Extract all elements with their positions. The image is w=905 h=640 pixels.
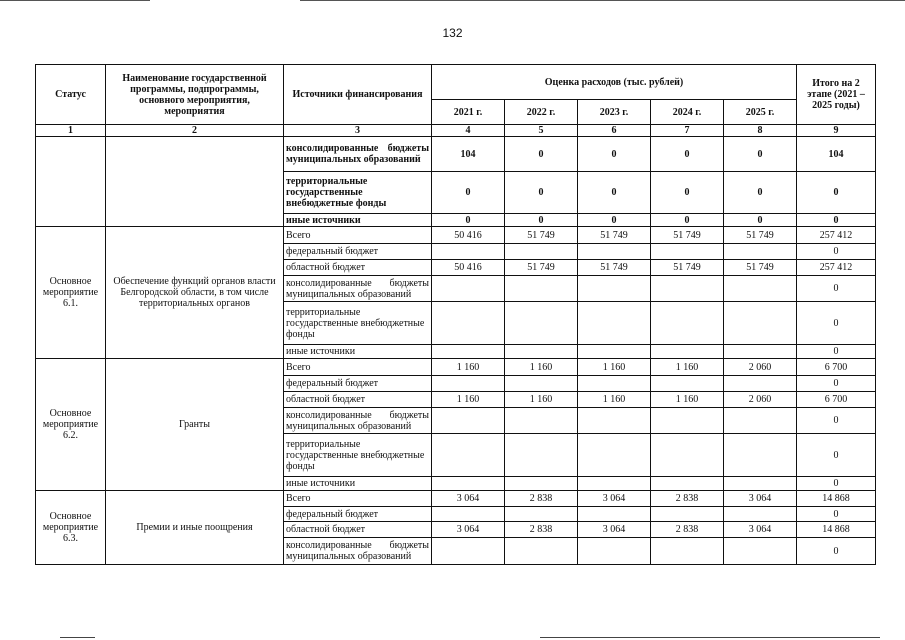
source-cell: федеральный бюджет xyxy=(284,507,432,522)
value-cell xyxy=(651,408,724,434)
value-cell xyxy=(432,244,505,260)
value-cell: 3 064 xyxy=(432,522,505,538)
value-cell xyxy=(651,507,724,522)
col-number: 3 xyxy=(284,125,432,137)
value-cell xyxy=(651,434,724,477)
value-cell: 1 160 xyxy=(505,392,578,408)
activity-status: Основное мероприятие 6.2. xyxy=(36,359,106,491)
value-cell xyxy=(724,345,797,359)
value-cell xyxy=(432,538,505,565)
value-cell: 0 xyxy=(651,172,724,214)
scan-edge-line xyxy=(60,637,95,638)
total-cell: 0 xyxy=(797,408,876,434)
value-cell: 0 xyxy=(651,214,724,227)
value-cell: 51 749 xyxy=(651,227,724,244)
col-number: 5 xyxy=(505,125,578,137)
value-cell: 0 xyxy=(578,172,651,214)
value-cell: 1 160 xyxy=(505,359,578,376)
value-cell: 0 xyxy=(724,214,797,227)
value-cell: 51 749 xyxy=(505,227,578,244)
value-cell: 1 160 xyxy=(578,392,651,408)
value-cell xyxy=(432,408,505,434)
source-cell: иные источники xyxy=(284,214,432,227)
value-cell: 51 749 xyxy=(724,227,797,244)
total-cell: 0 xyxy=(797,172,876,214)
header-year: 2024 г. xyxy=(651,100,724,125)
source-cell: территориальные государственные внебюджетные фонды xyxy=(284,302,432,345)
source-cell: Всего xyxy=(284,359,432,376)
source-cell: иные источники xyxy=(284,477,432,491)
value-cell xyxy=(724,477,797,491)
value-cell: 0 xyxy=(432,172,505,214)
header-year: 2023 г. xyxy=(578,100,651,125)
source-cell: консолидированные бюджеты муниципальных образований xyxy=(284,408,432,434)
value-cell: 0 xyxy=(578,214,651,227)
value-cell xyxy=(724,434,797,477)
header-estimate: Оценка расходов (тыс. рублей) xyxy=(432,65,797,100)
value-cell xyxy=(651,376,724,392)
value-cell xyxy=(432,345,505,359)
header-year: 2022 г. xyxy=(505,100,578,125)
col-number: 4 xyxy=(432,125,505,137)
value-cell: 51 749 xyxy=(578,260,651,276)
value-cell xyxy=(505,477,578,491)
status-cell-empty xyxy=(36,137,106,227)
value-cell: 2 060 xyxy=(724,392,797,408)
value-cell xyxy=(578,507,651,522)
col-number: 9 xyxy=(797,125,876,137)
total-cell: 0 xyxy=(797,244,876,260)
col-number: 8 xyxy=(724,125,797,137)
total-cell: 257 412 xyxy=(797,227,876,244)
source-cell: федеральный бюджет xyxy=(284,376,432,392)
value-cell xyxy=(505,302,578,345)
value-cell xyxy=(505,244,578,260)
table-row xyxy=(36,359,876,376)
source-cell: консолидированные бюджеты муниципальных образований xyxy=(284,538,432,565)
header-name: Наименование государственной программы, подпрограммы, основного мероприятия, мероприятия xyxy=(106,65,284,125)
col-number: 1 xyxy=(36,125,106,137)
header-year: 2021 г. xyxy=(432,100,505,125)
value-cell xyxy=(724,276,797,302)
source-cell: Всего xyxy=(284,227,432,244)
value-cell xyxy=(578,302,651,345)
value-cell xyxy=(724,302,797,345)
total-cell: 104 xyxy=(797,137,876,172)
value-cell: 0 xyxy=(505,172,578,214)
activity-status: Основное мероприятие 6.3. xyxy=(36,491,106,565)
value-cell xyxy=(651,302,724,345)
value-cell: 1 160 xyxy=(651,392,724,408)
value-cell xyxy=(651,244,724,260)
total-cell: 0 xyxy=(797,434,876,477)
total-cell: 0 xyxy=(797,507,876,522)
source-cell: территориальные государственные внебюджетные фонды xyxy=(284,434,432,477)
source-cell: Всего xyxy=(284,491,432,507)
value-cell xyxy=(578,244,651,260)
value-cell: 1 160 xyxy=(651,359,724,376)
activity-name: Премии и иные поощрения xyxy=(106,491,284,565)
col-number: 2 xyxy=(106,125,284,137)
source-cell: областной бюджет xyxy=(284,260,432,276)
value-cell xyxy=(505,408,578,434)
source-cell: федеральный бюджет xyxy=(284,244,432,260)
table-row xyxy=(36,491,876,507)
source-cell: консолидированные бюджеты муниципальных образований xyxy=(284,276,432,302)
total-cell: 14 868 xyxy=(797,522,876,538)
total-cell: 0 xyxy=(797,302,876,345)
total-cell: 257 412 xyxy=(797,260,876,276)
value-cell xyxy=(724,376,797,392)
value-cell xyxy=(651,538,724,565)
value-cell xyxy=(651,276,724,302)
value-cell: 51 749 xyxy=(505,260,578,276)
value-cell: 0 xyxy=(432,214,505,227)
value-cell: 51 749 xyxy=(651,260,724,276)
value-cell xyxy=(651,345,724,359)
value-cell xyxy=(724,538,797,565)
value-cell xyxy=(432,477,505,491)
value-cell: 0 xyxy=(724,172,797,214)
value-cell xyxy=(432,434,505,477)
value-cell: 104 xyxy=(432,137,505,172)
value-cell xyxy=(651,477,724,491)
name-cell-empty xyxy=(106,137,284,227)
header-year: 2025 г. xyxy=(724,100,797,125)
value-cell: 0 xyxy=(505,137,578,172)
value-cell: 2 838 xyxy=(651,522,724,538)
table-row xyxy=(36,137,876,172)
value-cell: 50 416 xyxy=(432,227,505,244)
value-cell: 3 064 xyxy=(578,522,651,538)
value-cell: 1 160 xyxy=(432,359,505,376)
total-cell: 0 xyxy=(797,477,876,491)
page-number: 132 xyxy=(442,26,463,40)
value-cell: 2 838 xyxy=(505,491,578,507)
col-number: 6 xyxy=(578,125,651,137)
source-cell: областной бюджет xyxy=(284,522,432,538)
header-status: Статус xyxy=(36,65,106,125)
scan-edge-line xyxy=(0,0,150,1)
value-cell xyxy=(505,507,578,522)
value-cell: 2 060 xyxy=(724,359,797,376)
value-cell: 51 749 xyxy=(724,260,797,276)
source-cell: консолидированные бюджеты муниципальных образований xyxy=(284,137,432,172)
value-cell xyxy=(724,507,797,522)
total-cell: 14 868 xyxy=(797,491,876,507)
value-cell xyxy=(578,408,651,434)
total-cell: 0 xyxy=(797,345,876,359)
value-cell xyxy=(724,244,797,260)
source-cell: иные источники xyxy=(284,345,432,359)
value-cell: 0 xyxy=(651,137,724,172)
value-cell xyxy=(578,538,651,565)
value-cell xyxy=(432,276,505,302)
value-cell: 2 838 xyxy=(505,522,578,538)
total-cell: 0 xyxy=(797,538,876,565)
activity-name: Обеспечение функций органов власти Белгородской области, в том числе территориальных органов xyxy=(106,227,284,359)
scan-edge-line xyxy=(540,637,880,638)
activity-status: Основное мероприятие 6.1. xyxy=(36,227,106,359)
total-cell: 6 700 xyxy=(797,359,876,376)
value-cell: 3 064 xyxy=(724,491,797,507)
value-cell xyxy=(505,538,578,565)
value-cell: 0 xyxy=(505,214,578,227)
total-cell: 6 700 xyxy=(797,392,876,408)
value-cell: 2 838 xyxy=(651,491,724,507)
table-row xyxy=(36,227,876,244)
value-cell xyxy=(432,376,505,392)
value-cell xyxy=(432,507,505,522)
value-cell xyxy=(578,376,651,392)
value-cell: 1 160 xyxy=(578,359,651,376)
total-cell: 0 xyxy=(797,214,876,227)
value-cell xyxy=(578,434,651,477)
activity-name: Гранты xyxy=(106,359,284,491)
source-cell: территориальные государственные внебюджетные фонды xyxy=(284,172,432,214)
total-cell: 0 xyxy=(797,276,876,302)
value-cell: 0 xyxy=(724,137,797,172)
value-cell xyxy=(505,345,578,359)
budget-table xyxy=(35,64,876,565)
value-cell xyxy=(505,434,578,477)
value-cell: 0 xyxy=(578,137,651,172)
value-cell: 51 749 xyxy=(578,227,651,244)
value-cell xyxy=(578,477,651,491)
total-cell: 0 xyxy=(797,376,876,392)
value-cell: 3 064 xyxy=(724,522,797,538)
header-sources: Источники финансирования xyxy=(284,65,432,125)
value-cell xyxy=(724,408,797,434)
value-cell xyxy=(578,276,651,302)
value-cell xyxy=(578,345,651,359)
value-cell xyxy=(432,302,505,345)
header-total: Итого на 2 этапе (2021 – 2025 годы) xyxy=(797,65,876,125)
source-cell: областной бюджет xyxy=(284,392,432,408)
value-cell: 50 416 xyxy=(432,260,505,276)
value-cell xyxy=(505,376,578,392)
scan-edge-line xyxy=(300,0,905,1)
value-cell xyxy=(505,276,578,302)
value-cell: 1 160 xyxy=(432,392,505,408)
col-number: 7 xyxy=(651,125,724,137)
value-cell: 3 064 xyxy=(578,491,651,507)
value-cell: 3 064 xyxy=(432,491,505,507)
